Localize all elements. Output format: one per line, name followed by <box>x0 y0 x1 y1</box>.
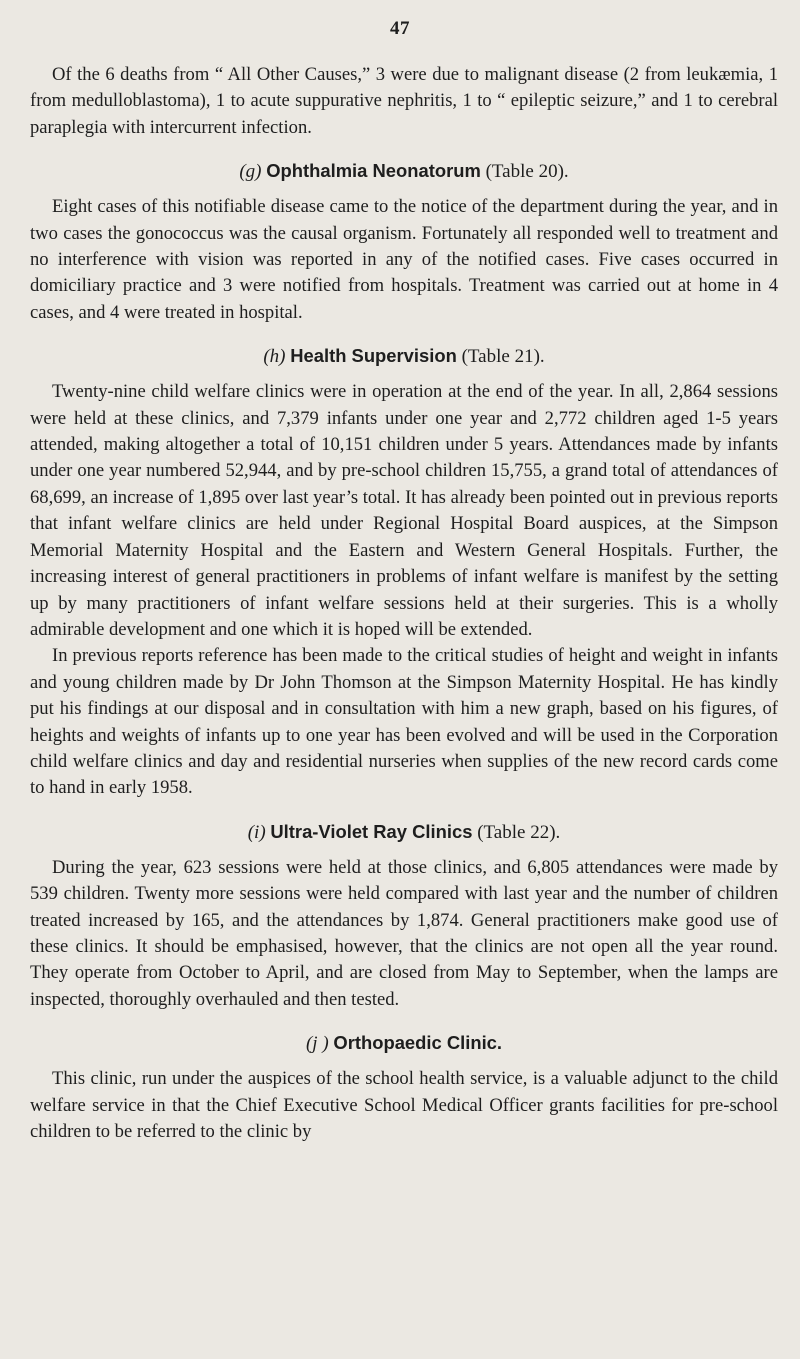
section-paragraph: Twenty-nine child welfare clinics were in operation at the end of the year. In all, 2,864 sessions were held at these clinics, and 7,379 infants under one year and 2,772 children aged 1-5 years attended, making altogether a total of 10,151 children under 5 years. Attendances made by infants under one year numbered 52,944, and by pre-school children 15,755, a grand total of attendances of 68,699, an increase of 1,895 over last year’s total. It has already been pointed out in previous reports that infant welfare clinics are held under Regional Hospital Board auspices, at the Simpson Memorial Maternity Hospital and the Eastern and Western General Hospitals. Further, the increasing interest of general practitioners in problems of infant welfare is manifest by the setting up by many practitioners of infant welfare sessions held at their surgeries. This is a wholly admirable development and one which it is hoped will be extended. <box>30 381 778 640</box>
intro-paragraph: Of the 6 deaths from “ All Other Causes,” 3 were due to malignant disease (2 from leukæmia, 1 from medulloblastoma), 1 to acute suppurative nephritis, 1 to “ epileptic seizure,” and 1 to cerebral paraplegia with intercurrent infection. <box>30 64 778 138</box>
section-paragraph: This clinic, run under the auspices of the school health service, is a valuable adjunct to the child welfare service in that the Chief Executive School Medical Officer grants facilities for pre-school children to be referred to the clinic by <box>30 1068 778 1142</box>
section-title: Orthopaedic Clinic. <box>333 1032 503 1054</box>
section-table-ref: (Table 22). <box>477 821 561 843</box>
section-letter: (h) <box>263 346 286 368</box>
section-table-ref: (Table 21). <box>461 346 545 368</box>
section-letter: (j ) <box>305 1033 329 1055</box>
section-heading-ophthalmia <box>30 158 778 185</box>
section-title: Health Supervision <box>290 345 457 367</box>
section-heading-health-supervision <box>30 343 778 370</box>
section-table-ref: (Table 20). <box>485 161 569 183</box>
section-heading-ultra-violet <box>30 819 778 846</box>
section-paragraph: In previous reports reference has been made to the critical studies of height and weight in infants and young children made by Dr John Thomson at the Simpson Maternity Hospital. He has kindly put his findings at our disposal and in consultation with him a new graph, based on his figures, of heights and weights of infants up to one year has been evolved and will be used in the Corporation child welfare clinics and day and residential nurseries when supplies of the new record cards come to hand in early 1958. <box>30 645 778 799</box>
section-title: Ophthalmia Neonatorum <box>266 160 481 182</box>
page-content <box>30 62 778 1145</box>
section-paragraph: Eight cases of this notifiable disease came to the notice of the department during the year, and in two cases the gonococcus was the causal organism. Fortunately all responded well to treatment and no interference with vision was reported in any of the notified cases. Five cases occurred in domiciliary practice and 3 were notified from hospitals. Treatment was carried out at home in 4 cases, and 4 were treated in hospital. <box>30 196 778 323</box>
section-letter: (g) <box>239 161 262 183</box>
section-title: Ultra-Violet Ray Clinics <box>270 820 473 842</box>
section-letter: (i) <box>247 821 266 843</box>
section-paragraph: During the year, 623 sessions were held at those clinics, and 6,805 attendances were made by 539 children. Twenty more sessions were held compared with last year and the number of children treated increased by 165, and the attendances by 1,874. General practitioners make good use of these clinics. It should be emphasised, however, that the clinics are not open all the year round. They operate from October to April, and are closed from May to September, when the lamps are inspected, thoroughly overhauled and then tested. <box>30 856 778 1010</box>
page-number: 47 <box>390 18 410 39</box>
section-heading-orthopaedic <box>30 1030 778 1057</box>
